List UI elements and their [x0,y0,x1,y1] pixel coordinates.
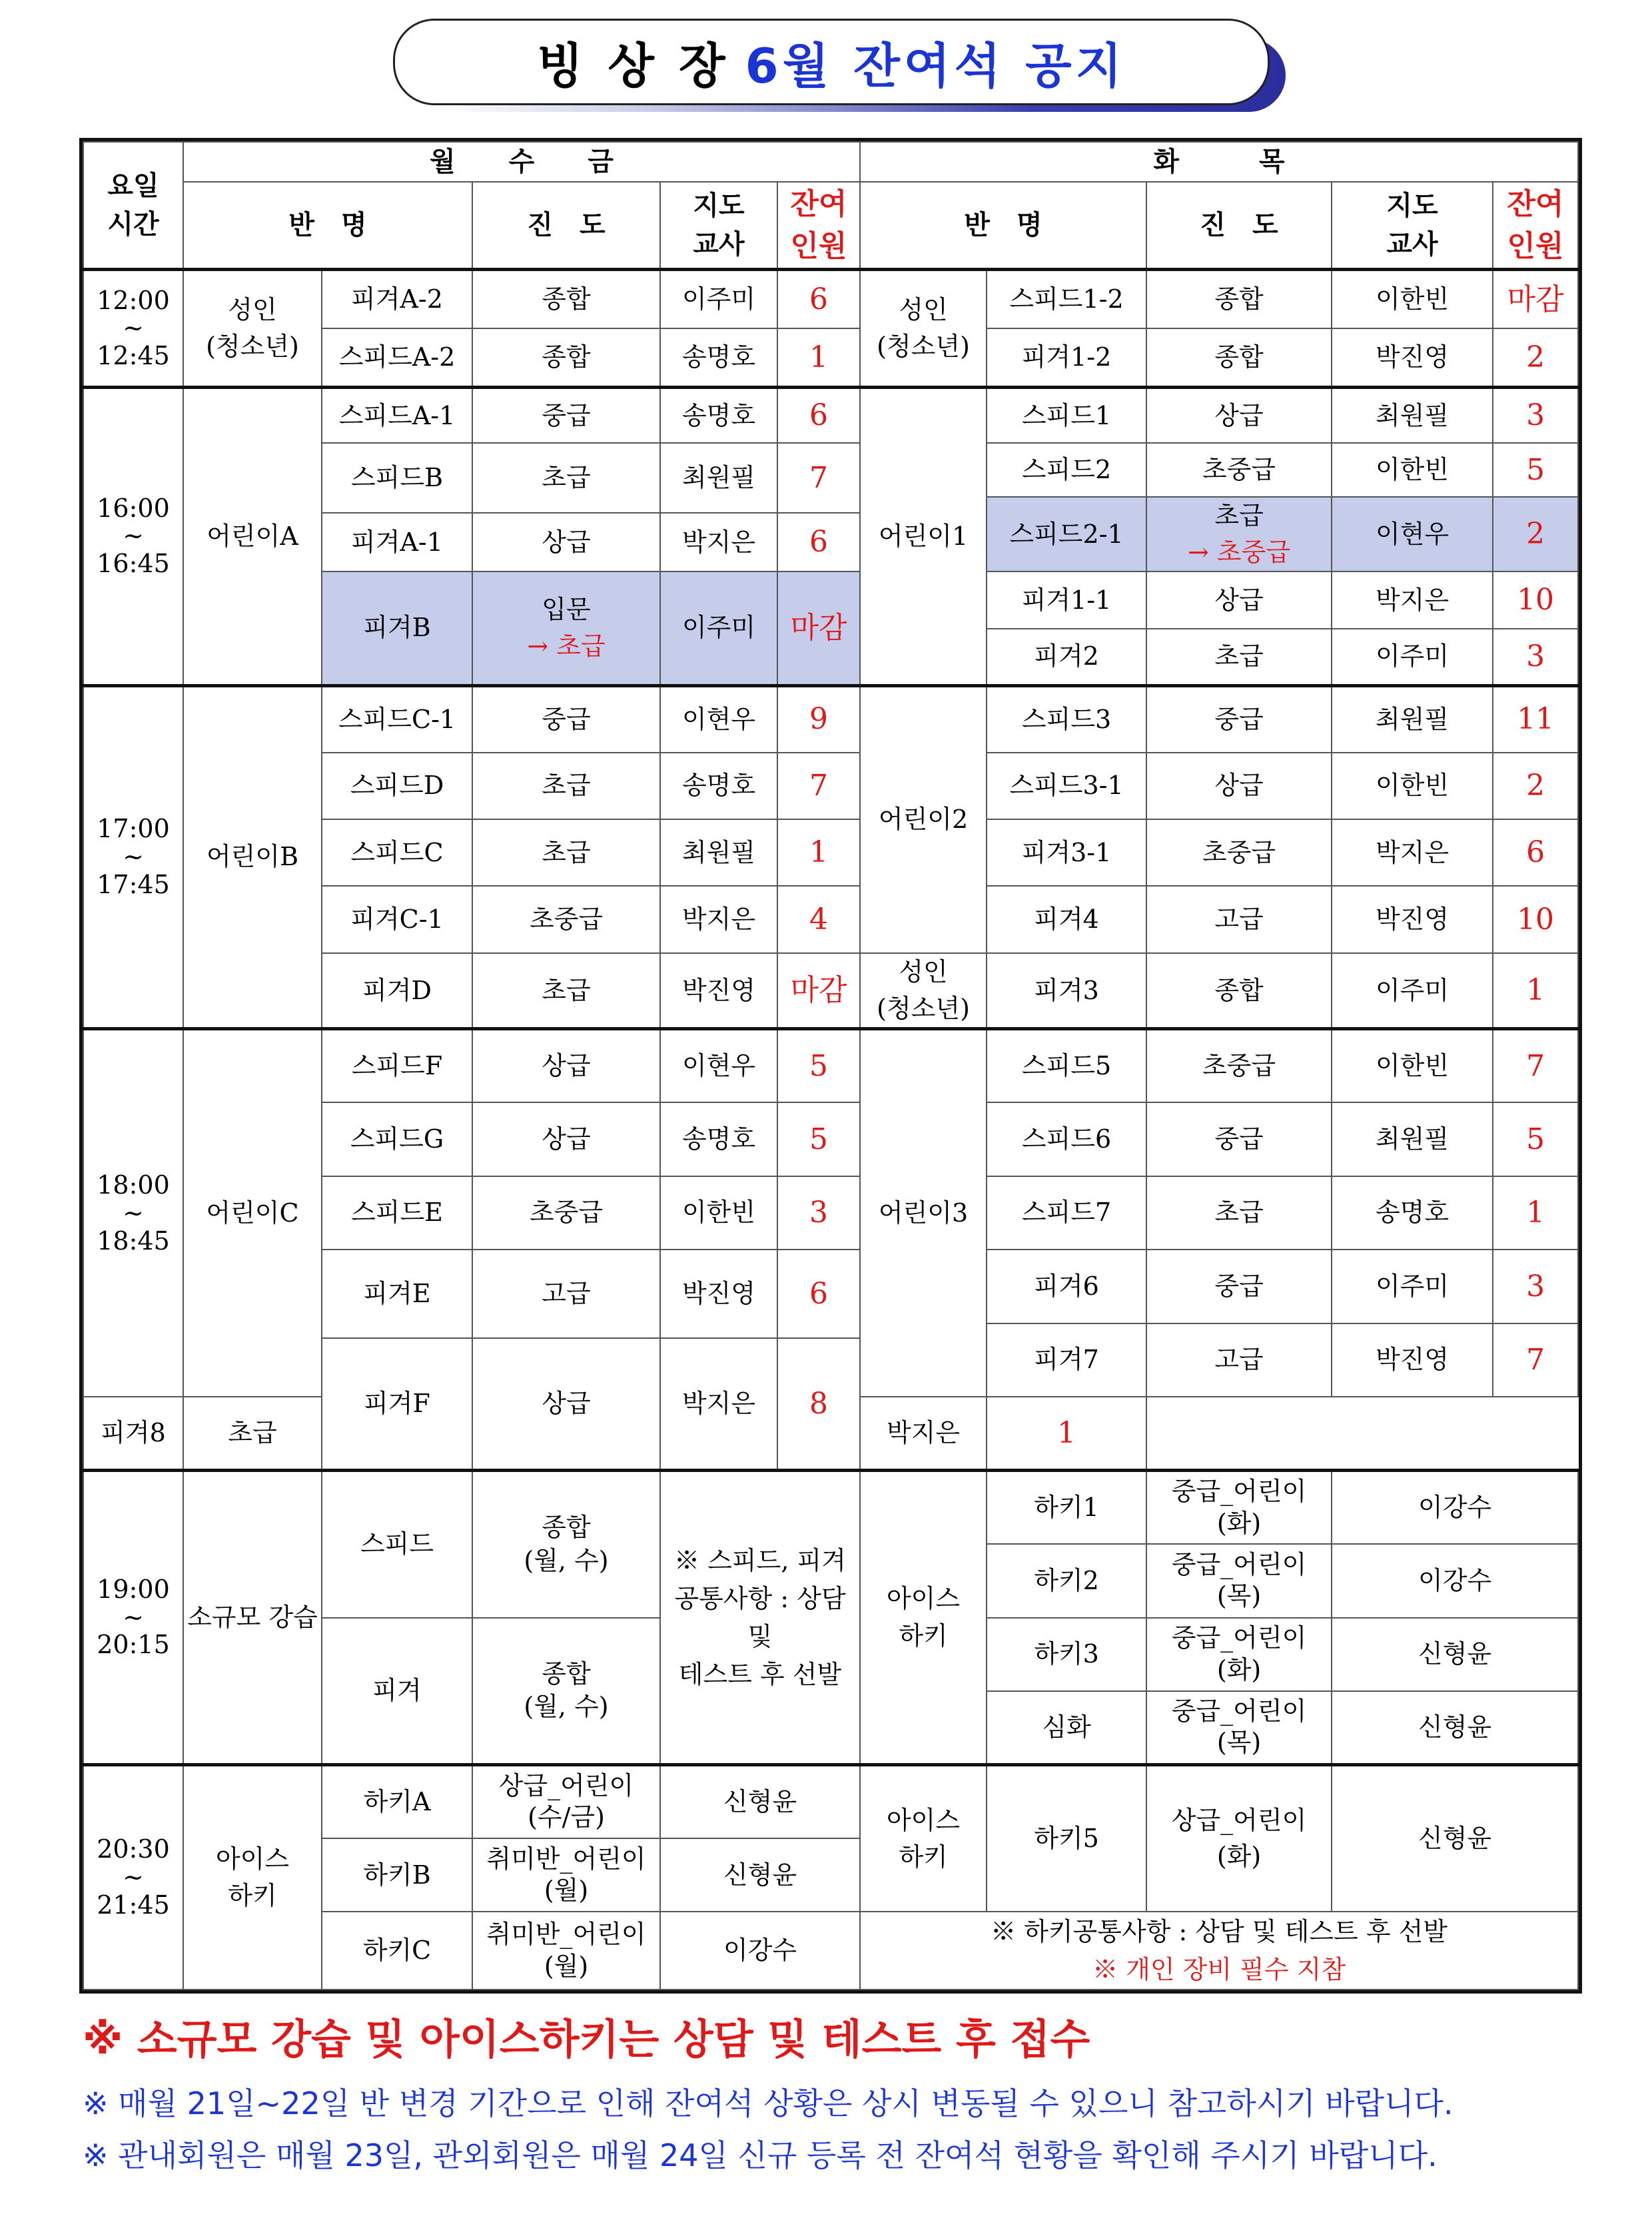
table-row [83,685,1578,752]
table-row [83,1764,1578,1838]
group-name: 어린이3 [860,1029,987,1397]
class-teacher: 박진영 [1332,1323,1493,1397]
class-level: 취미반_어린이 (월) [472,1912,660,1990]
class-teacher: 이한빈 [1332,1029,1493,1102]
header-progress: 진 도 [472,182,660,270]
small-group-note: ※ 스피드, 피겨 공통사항 : 상담 및 테스트 후 선발 [660,1471,860,1765]
note-registration: ※ 관내회원은 매월 23일, 관외회원은 매월 24일 신규 등록 전 잔여석 현황을 확인해 주시기 바랍니다. [83,2137,1438,2173]
class-level: 종합 [1146,270,1332,328]
class-name: 스피드5 [987,1029,1146,1102]
remaining-seats: 마감 [777,953,860,1029]
remaining-seats: 3 [777,1176,860,1250]
class-level: 종합 [472,270,660,328]
class-name: 스피드3 [987,685,1146,752]
class-level: 중급 [472,388,660,444]
class-name: 심화 [987,1691,1146,1764]
class-level: 종합 [1146,328,1332,387]
class-teacher: 이한빈 [1332,753,1493,819]
remaining-seats: 6 [777,388,860,444]
level-from: 초급 [1214,501,1264,530]
class-teacher: 박지은 [660,513,777,572]
class-level: 상급 [472,1102,660,1176]
class-teacher: 박진영 [660,953,777,1029]
class-name: 스피드A-2 [322,328,472,387]
remaining-seats: 8 [777,1338,860,1471]
table-row [83,1471,1578,1544]
remaining-seats: 1 [777,819,860,886]
class-level: 상급 [472,1029,660,1102]
level-to: → 초중급 [1188,538,1291,567]
class-name: 하키B [322,1838,472,1912]
class-teacher: 신형윤 [1332,1618,1578,1691]
remaining-seats: 2 [1493,753,1578,819]
class-name: 피겨E [322,1250,472,1338]
remaining-seats: 5 [777,1029,860,1102]
group-name: 아이스 하키 [860,1764,987,1912]
note-consultation: ※ 소규모 강습 및 아이스하키는 상담 및 테스트 후 접수 [83,2015,1090,2063]
group-name: 어린이A [183,388,322,686]
class-level: 종합 (월, 수) [472,1471,660,1618]
class-name: 스피드2 [987,443,1146,496]
class-name: 스피드1 [987,388,1146,444]
title-notice: 6월 잔여석 공지 [745,38,1126,94]
remaining-seats: 5 [1493,1102,1578,1176]
remaining-seats: 1 [1493,953,1578,1029]
class-teacher: 박지은 [660,1338,777,1471]
class-name: 피겨 [322,1618,472,1765]
schedule-table [83,141,1579,1990]
class-name: 피겨C-1 [322,886,472,952]
class-name: 스피드2-1 [987,497,1146,572]
class-name: 하키5 [987,1764,1146,1912]
class-level: 고급 [1146,886,1332,952]
class-level: 초급 [472,819,660,886]
class-level: 고급 [1146,1323,1332,1397]
class-name: 피겨7 [987,1323,1146,1397]
group-name: 성인 (청소년) [860,953,987,1029]
class-teacher: 송명호 [660,328,777,387]
remaining-seats: 7 [1493,1029,1578,1102]
class-name: 하키A [322,1764,472,1838]
class-name: 스피드6 [987,1102,1146,1176]
class-level: 초중급 [472,886,660,952]
remaining-seats: 6 [777,513,860,572]
class-name: 피겨D [322,953,472,1029]
class-teacher: 이현우 [660,685,777,752]
class-name: 하키3 [987,1618,1146,1691]
class-name: 하키C [322,1912,472,1990]
header-remaining: 잔여 인원 [777,182,860,270]
remaining-seats: 2 [1493,497,1578,572]
header-class: 반 명 [860,182,1146,270]
header-teacher: 지도 교사 [1332,182,1493,270]
table-row [83,1029,1578,1102]
class-level: 상급 [472,513,660,572]
class-teacher: 이현우 [660,1029,777,1102]
group-name: 성인 (청소년) [183,270,322,388]
class-level: 취미반_어린이 (월) [472,1838,660,1912]
class-name: 스피드D [322,753,472,819]
class-name: 피겨A-2 [322,270,472,328]
class-level: 초중급 [1146,443,1332,496]
class-name: 피겨2 [987,629,1146,685]
group-name: 어린이C [183,1029,322,1397]
class-name: 스피드C-1 [322,685,472,752]
group-name: 아이스 하키 [860,1471,987,1765]
class-teacher: 최원필 [1332,1102,1493,1176]
class-level: 초중급 [1146,819,1332,886]
class-teacher: 박지은 [1332,571,1493,628]
class-level: 중급_어린이 (화) [1146,1618,1332,1691]
remaining-seats: 마감 [777,571,860,685]
time-slot: 17:00 ~ 17:45 [83,685,183,1029]
hockey-note-equipment: ※ 개인 장비 필수 지참 [1092,1954,1346,1984]
class-name: 스피드B [322,443,472,512]
class-level: 중급_어린이 (화) [1146,1471,1332,1544]
class-teacher: 최원필 [1332,685,1493,752]
group-name: 아이스 하키 [183,1764,322,1990]
class-teacher: 신형윤 [1332,1764,1578,1912]
time-slot: 20:30 ~ 21:45 [83,1764,183,1990]
class-teacher: 이주미 [660,270,777,328]
remaining-seats: 1 [1493,1176,1578,1250]
remaining-seats: 6 [1493,819,1578,886]
header-progress: 진 도 [1146,182,1332,270]
remaining-seats: 3 [1493,1250,1578,1323]
class-teacher: 이강수 [1332,1544,1578,1617]
remaining-seats: 3 [1493,388,1578,444]
class-level: 상급_어린이 (화) [1146,1764,1332,1912]
title-rink: 빙 상 장 [536,38,729,94]
class-teacher: 송명호 [1332,1176,1493,1250]
class-level: 초급 [472,953,660,1029]
remaining-seats: 4 [777,886,860,952]
time-slot: 18:00 ~ 18:45 [83,1029,183,1397]
hockey-note-selection: ※ 하키공통사항 : 상담 및 테스트 후 선발 [991,1916,1448,1946]
class-teacher: 박지은 [860,1397,987,1470]
class-teacher: 이강수 [660,1912,860,1990]
class-level: 고급 [472,1250,660,1338]
class-name: 피겨3 [987,953,1146,1029]
class-level: 중급 [472,685,660,752]
time-slot: 12:00 ~ 12:45 [83,270,183,388]
remaining-seats: 7 [1493,1323,1578,1397]
group-name: 어린이B [183,685,322,1029]
group-name: 어린이1 [860,388,987,686]
header-remaining: 잔여 인원 [1493,182,1578,270]
class-name: 스피드C [322,819,472,886]
class-level: 종합 [472,328,660,387]
class-name: 하키2 [987,1544,1146,1617]
class-teacher: 이강수 [1332,1471,1578,1544]
class-teacher: 최원필 [660,819,777,886]
class-name: 피겨F [322,1338,472,1471]
class-teacher: 박진영 [1332,328,1493,387]
class-name: 스피드1-2 [987,270,1146,328]
class-level: 초중급 [472,1176,660,1250]
group-name: 어린이2 [860,685,987,953]
remaining-seats: 2 [1493,328,1578,387]
class-level: 종합 (월, 수) [472,1618,660,1765]
class-name: 스피드E [322,1176,472,1250]
class-name: 피겨4 [987,886,1146,952]
class-level: 초중급 [1146,1029,1332,1102]
class-teacher: 신형윤 [1332,1691,1578,1764]
remaining-seats: 6 [777,1250,860,1338]
class-teacher: 박지은 [1332,819,1493,886]
table-row [83,388,1578,444]
header-class: 반 명 [183,182,472,270]
hockey-common-note [860,1912,1578,1990]
remaining-seats: 마감 [1493,270,1578,328]
class-level: 초급 [1146,629,1332,685]
class-name: 피겨A-1 [322,513,472,572]
class-level: 상급 [1146,753,1332,819]
class-name: 스피드A-1 [322,388,472,444]
class-name: 스피드 [322,1471,472,1618]
class-teacher: 이주미 [660,571,777,685]
class-level: 중급 [1146,685,1332,752]
class-teacher: 최원필 [660,443,777,512]
remaining-seats: 9 [777,685,860,752]
remaining-seats: 3 [1493,629,1578,685]
class-teacher: 이주미 [1332,629,1493,685]
remaining-seats: 1 [987,1397,1146,1470]
header-teacher: 지도 교사 [660,182,777,270]
class-teacher: 송명호 [660,753,777,819]
class-teacher: 최원필 [1332,388,1493,444]
time-slot: 16:00 ~ 16:45 [83,388,183,686]
class-level: 중급 [1146,1102,1332,1176]
class-name: 피겨1-2 [987,328,1146,387]
class-teacher: 이한빈 [1332,270,1493,328]
class-teacher: 이주미 [1332,953,1493,1029]
class-level: 초급 [472,753,660,819]
class-level: 초급 [1146,1176,1332,1250]
class-name: 스피드F [322,1029,472,1102]
class-level: 상급 [1146,571,1332,628]
class-level: 초급 [472,443,660,512]
class-name: 하키1 [987,1471,1146,1544]
class-level: 초급 [183,1397,322,1470]
class-name: 스피드3-1 [987,753,1146,819]
header-tt: 화 목 [860,142,1578,182]
class-level-change [472,571,660,685]
remaining-seats: 5 [777,1102,860,1176]
note-class-change-period: ※ 매월 21일~22일 반 변경 기간으로 인해 잔여석 상황은 상시 변동될 수 있으니 참고하시기 바랍니다. [83,2085,1453,2121]
class-level: 중급_어린이 (목) [1146,1544,1332,1617]
remaining-seats: 6 [777,270,860,328]
level-to: → 초급 [527,631,606,661]
class-teacher: 이현우 [1332,497,1493,572]
class-level-change [1146,497,1332,572]
class-name: 스피드7 [987,1176,1146,1250]
remaining-seats: 7 [777,443,860,512]
level-from: 입문 [542,594,591,624]
class-teacher: 이한빈 [660,1176,777,1250]
remaining-seats: 11 [1493,685,1578,752]
class-name: 피겨3-1 [987,819,1146,886]
class-teacher: 박지은 [660,886,777,952]
remaining-seats: 10 [1493,886,1578,952]
class-name: 스피드G [322,1102,472,1176]
class-teacher: 박진영 [1332,886,1493,952]
class-name: 피겨6 [987,1250,1146,1323]
header-row-2 [83,182,1578,270]
group-name: 성인 (청소년) [860,270,987,388]
header-row-1 [83,142,1578,182]
class-level: 중급_어린이 (목) [1146,1691,1332,1764]
class-teacher: 박진영 [660,1250,777,1338]
class-level: 상급_어린이 (수/금) [472,1764,660,1838]
class-level: 중급 [1146,1250,1332,1323]
header-mwf: 월 수 금 [183,142,860,182]
class-teacher: 송명호 [660,388,777,444]
remaining-seats: 7 [777,753,860,819]
remaining-seats: 1 [777,328,860,387]
class-level: 상급 [1146,388,1332,444]
title-banner [393,19,1292,112]
class-level: 상급 [472,1338,660,1471]
class-teacher: 이주미 [1332,1250,1493,1323]
class-teacher: 신형윤 [660,1838,860,1912]
class-level: 종합 [1146,953,1332,1029]
time-slot: 19:00 ~ 20:15 [83,1471,183,1765]
class-name: 피겨B [322,571,472,685]
class-name: 피겨1-1 [987,571,1146,628]
remaining-seats: 10 [1493,571,1578,628]
remaining-seats: 5 [1493,443,1578,496]
class-teacher: 이한빈 [1332,443,1493,496]
header-day-time: 요일 시간 [83,142,183,270]
class-teacher: 송명호 [660,1102,777,1176]
table-row [83,270,1578,328]
group-name: 소규모 강습 [183,1471,322,1765]
class-teacher: 신형윤 [660,1764,860,1838]
page-title [393,19,1270,105]
class-name: 피겨8 [83,1397,183,1470]
